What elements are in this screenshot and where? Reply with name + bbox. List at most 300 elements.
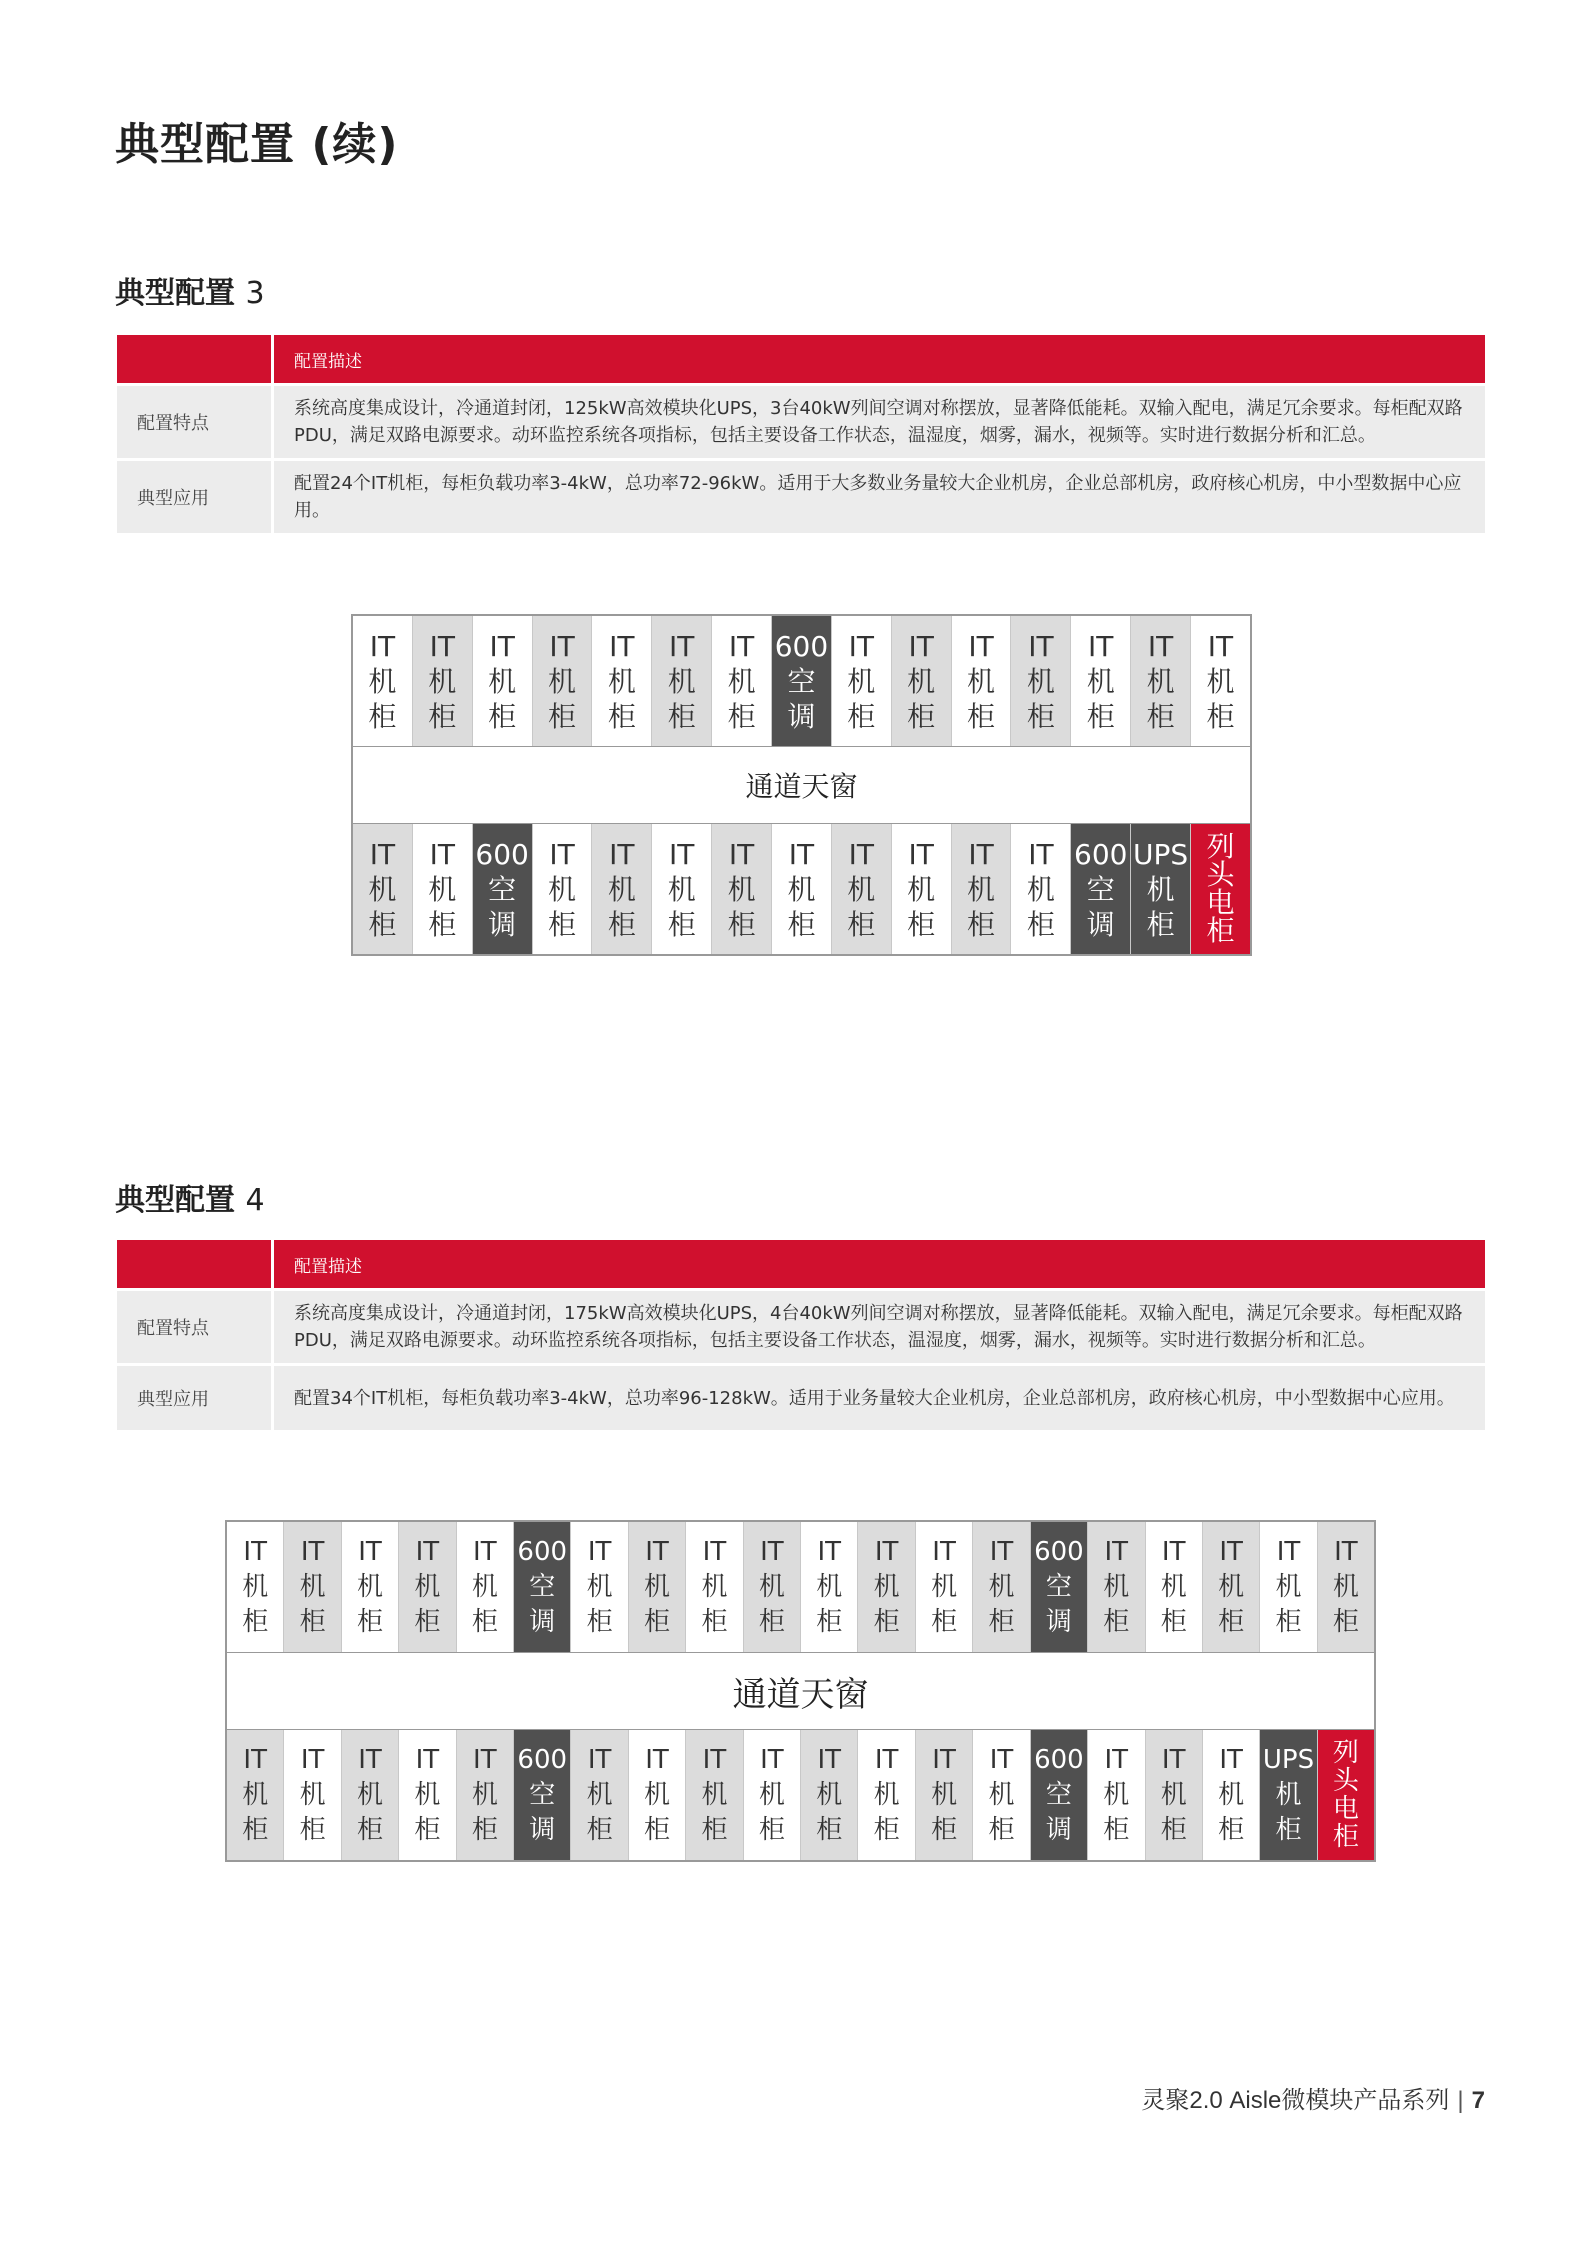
- rack-cell-label: 600: [1034, 1744, 1084, 1775]
- rack-cell: [457, 1730, 514, 1860]
- rack-cell-label: 机: [428, 872, 457, 906]
- rack-cell-label: 调: [529, 1814, 556, 1845]
- rack-cell-label: 柜: [667, 699, 696, 733]
- rack-cell-label: IT: [645, 1536, 669, 1567]
- rack-cell: [571, 1522, 628, 1652]
- rack-cell-label: 电: [1332, 1794, 1359, 1824]
- rack-cell: [1191, 616, 1250, 746]
- rack-cell-label: 柜: [357, 1814, 384, 1845]
- rack-cell-label: 机: [428, 664, 457, 698]
- rack-cell-label: 柜: [1160, 1606, 1187, 1637]
- rack-cell-label: 电: [1206, 886, 1235, 919]
- config3-application-row: [117, 458, 1485, 533]
- rack-cell: [629, 1522, 686, 1652]
- rack-cell-label: 柜: [667, 907, 696, 941]
- config3-bottom-row: [353, 824, 1250, 954]
- rack-cell-label: 机: [1026, 872, 1055, 906]
- rack-cell-label: 柜: [242, 1606, 269, 1637]
- rack-cell: [1191, 824, 1250, 954]
- config4-table-header: [117, 1240, 1485, 1288]
- config4-application-text: 配置34个IT机柜，每柜负载功率3-4kW，总功率96-128kW。适用于业务量较大企业机房，企业总部机房，政府核心机房，中小型数据中心应用。: [274, 1363, 1485, 1430]
- rack-cell-label: 柜: [644, 1606, 671, 1637]
- config3-features-label: 配置特点: [117, 383, 274, 458]
- config3-title: [115, 268, 265, 312]
- rack-cell-label: 柜: [1103, 1606, 1130, 1637]
- rack-cell-label: 柜: [988, 1814, 1015, 1845]
- config4-features-row: [117, 1288, 1485, 1363]
- rack-cell: [571, 1730, 628, 1860]
- rack-cell-label: 空: [529, 1571, 556, 1602]
- config3-features-row: [117, 383, 1485, 458]
- rack-cell: [1203, 1522, 1260, 1652]
- rack-cell: [353, 824, 413, 954]
- rack-cell-label: IT: [300, 1536, 325, 1567]
- rack-cell-label: 柜: [644, 1814, 671, 1845]
- config3-top-row: [353, 616, 1250, 746]
- rack-cell-label: 机: [1146, 664, 1175, 698]
- rack-cell-label: 柜: [414, 1606, 441, 1637]
- config3-features-text: 系统高度集成设计，冷通道封闭，125kW高效模块化UPS，3台40kW列间空调对称摆放，显著降低能耗。双输入配电，满足冗余要求。每柜配双路PDU，满足双路电源要求。动环监控系统各项指标，包括主要设备工作状态，温湿度，烟雾，漏水，视频等。实时进行数据分析和汇总。: [274, 383, 1485, 458]
- rack-cell-label: 柜: [488, 699, 517, 733]
- rack-cell-label: 机: [488, 664, 517, 698]
- rack-cell-label: IT: [549, 629, 575, 663]
- rack-cell-label: IT: [609, 837, 635, 871]
- rack-cell-label: 机: [667, 664, 696, 698]
- rack-cell: [832, 616, 892, 746]
- rack-cell-label: 机: [607, 664, 636, 698]
- rack-cell: [772, 616, 832, 746]
- rack-cell-label: 柜: [548, 907, 577, 941]
- rack-cell-label: 柜: [873, 1606, 900, 1637]
- rack-cell-label: 机: [1103, 1571, 1130, 1602]
- rack-cell-label: UPS: [1133, 837, 1189, 871]
- rack-cell-label: 柜: [816, 1814, 843, 1845]
- footer-product-name: 灵聚2.0 Aisle微模块产品系列: [1141, 2087, 1450, 2114]
- rack-cell: [284, 1730, 341, 1860]
- rack-cell-label: 柜: [471, 1814, 498, 1845]
- rack-cell-label: IT: [848, 629, 874, 663]
- rack-cell-label: IT: [968, 629, 994, 663]
- rack-cell-label: IT: [932, 1744, 956, 1775]
- rack-cell-label: 机: [586, 1571, 613, 1602]
- rack-cell-label: 机: [988, 1779, 1015, 1810]
- rack-cell-label: IT: [817, 1744, 842, 1775]
- config4-bottom-row: [227, 1730, 1374, 1860]
- rack-cell-label: 机: [816, 1571, 843, 1602]
- rack-cell-label: 机: [1160, 1571, 1187, 1602]
- page-title: 典型配置 (续): [115, 119, 399, 170]
- config4-title: [115, 1175, 265, 1219]
- rack-cell-label: 空: [529, 1779, 556, 1810]
- rack-cell-label: 600: [774, 629, 829, 663]
- rack-cell-label: IT: [1104, 1536, 1129, 1567]
- rack-cell: [952, 824, 1012, 954]
- rack-cell-label: IT: [1104, 1744, 1129, 1775]
- config3-header-blank: [117, 335, 274, 383]
- rack-cell-label: IT: [243, 1744, 267, 1775]
- rack-cell: [832, 824, 892, 954]
- rack-cell: [1011, 616, 1071, 746]
- rack-cell-label: 柜: [548, 699, 577, 733]
- rack-cell-label: 机: [1146, 872, 1175, 906]
- rack-cell-label: 机: [586, 1779, 613, 1810]
- rack-cell-label: 头: [1206, 858, 1235, 891]
- rack-cell: [712, 616, 772, 746]
- rack-cell-label: 机: [1160, 1779, 1187, 1810]
- rack-cell-label: 机: [357, 1779, 384, 1810]
- config3-layout: [351, 614, 1252, 956]
- rack-cell-label: 机: [1218, 1779, 1245, 1810]
- rack-cell-label: IT: [1219, 1536, 1243, 1567]
- rack-cell: [592, 616, 652, 746]
- rack-cell-label: 机: [548, 872, 577, 906]
- config4-application-row: [117, 1363, 1485, 1430]
- config3-desc-header: 配置描述: [274, 335, 1485, 383]
- rack-cell-label: 机: [873, 1779, 900, 1810]
- rack-cell-label: IT: [760, 1536, 784, 1567]
- rack-cell-label: IT: [908, 629, 934, 663]
- rack-cell-label: IT: [1207, 629, 1234, 663]
- rack-cell-label: IT: [669, 629, 695, 663]
- rack-cell: [772, 824, 832, 954]
- rack-cell-label: 柜: [1275, 1606, 1302, 1637]
- rack-cell: [533, 616, 593, 746]
- rack-cell-label: IT: [358, 1536, 382, 1567]
- rack-cell-label: IT: [1088, 629, 1114, 663]
- rack-cell-label: IT: [1161, 1744, 1186, 1775]
- rack-cell-label: 空: [1086, 872, 1115, 906]
- config4-application-label: 典型应用: [117, 1363, 274, 1430]
- rack-cell-label: 机: [988, 1571, 1015, 1602]
- rack-cell-label: 柜: [727, 699, 756, 733]
- page-footer: [1141, 2080, 1485, 2115]
- rack-cell-label: IT: [1147, 629, 1174, 663]
- rack-cell-label: IT: [369, 837, 396, 871]
- config3-aisle-skylight: 通道天窗: [353, 746, 1250, 824]
- rack-cell-label: IT: [587, 1744, 612, 1775]
- rack-cell-label: IT: [968, 837, 994, 871]
- rack-cell-label: 调: [1045, 1606, 1072, 1637]
- rack-cell-label: IT: [429, 629, 455, 663]
- rack-cell-label: 调: [1045, 1814, 1072, 1845]
- rack-cell-label: 柜: [1332, 1822, 1359, 1852]
- rack-cell-label: 机: [299, 1779, 326, 1810]
- rack-cell-label: IT: [848, 837, 874, 871]
- rack-cell: [916, 1730, 973, 1860]
- rack-cell-label: IT: [788, 837, 815, 871]
- rack-cell-label: 柜: [787, 907, 816, 941]
- rack-cell-label: 柜: [816, 1606, 843, 1637]
- config3-application-label: 典型应用: [117, 458, 274, 533]
- rack-cell-label: IT: [817, 1536, 842, 1567]
- config4-layout: [225, 1520, 1376, 1862]
- rack-cell-label: IT: [702, 1536, 727, 1567]
- rack-cell-label: IT: [369, 629, 396, 663]
- rack-cell-label: 机: [471, 1779, 498, 1810]
- rack-cell-label: 柜: [299, 1606, 326, 1637]
- rack-cell-label: 机: [701, 1779, 728, 1810]
- rack-cell: [353, 616, 413, 746]
- rack-cell: [473, 616, 533, 746]
- rack-cell: [399, 1522, 456, 1652]
- config4-desc-header: 配置描述: [274, 1240, 1485, 1288]
- rack-cell-label: IT: [415, 1536, 440, 1567]
- rack-cell-label: 柜: [1206, 914, 1235, 947]
- rack-cell-label: 柜: [931, 1814, 958, 1845]
- config4-aisle-skylight: 通道天窗: [227, 1652, 1374, 1730]
- rack-cell-label: 机: [299, 1571, 326, 1602]
- rack-cell-label: IT: [415, 1744, 440, 1775]
- rack-cell-label: 柜: [907, 907, 936, 941]
- rack-cell: [413, 616, 473, 746]
- rack-cell: [1318, 1730, 1374, 1860]
- rack-cell-label: 机: [414, 1779, 441, 1810]
- rack-cell-label: 柜: [1146, 907, 1175, 941]
- rack-cell-label: UPS: [1262, 1744, 1315, 1775]
- rack-cell: [892, 616, 952, 746]
- rack-cell-label: 柜: [873, 1814, 900, 1845]
- rack-cell-label: 机: [847, 664, 876, 698]
- rack-cell-label: 机: [1332, 1571, 1359, 1602]
- rack-cell-label: 头: [1332, 1766, 1359, 1796]
- rack-cell-label: 机: [931, 1779, 958, 1810]
- rack-cell-label: 机: [1086, 664, 1115, 698]
- rack-cell: [744, 1730, 801, 1860]
- rack-cell-label: 柜: [414, 1814, 441, 1845]
- footer-separator: |: [1457, 2087, 1464, 2114]
- rack-cell: [592, 824, 652, 954]
- config3-table-header: [117, 335, 1485, 383]
- rack-cell-label: IT: [908, 837, 934, 871]
- rack-cell-label: 柜: [299, 1814, 326, 1845]
- rack-cell: [801, 1730, 858, 1860]
- rack-cell-label: 柜: [967, 699, 996, 733]
- rack-cell-label: 柜: [727, 907, 756, 941]
- rack-cell-label: IT: [489, 629, 515, 663]
- rack-cell-label: 机: [967, 664, 996, 698]
- rack-cell-label: 列: [1206, 830, 1235, 863]
- rack-cell: [1011, 824, 1071, 954]
- rack-cell: [652, 616, 712, 746]
- rack-cell-label: 柜: [1026, 907, 1055, 941]
- rack-cell-label: 机: [548, 664, 577, 698]
- rack-cell: [858, 1522, 915, 1652]
- rack-cell-label: 柜: [471, 1606, 498, 1637]
- rack-cell: [514, 1730, 571, 1860]
- config4-header-blank: [117, 1240, 274, 1288]
- rack-cell: [686, 1522, 743, 1652]
- rack-cell-label: IT: [1161, 1536, 1186, 1567]
- rack-cell-label: 空: [787, 664, 816, 698]
- rack-cell-label: 机: [1206, 664, 1235, 698]
- rack-cell-label: IT: [300, 1744, 325, 1775]
- rack-cell-label: IT: [1276, 1536, 1301, 1567]
- rack-cell: [1260, 1730, 1317, 1860]
- rack-cell-label: 柜: [847, 699, 876, 733]
- rack-cell-label: 机: [1026, 664, 1055, 698]
- config4-number: 4: [245, 1183, 265, 1218]
- rack-cell: [533, 824, 593, 954]
- rack-cell: [342, 1730, 399, 1860]
- rack-cell-label: 柜: [701, 1606, 728, 1637]
- rack-cell-label: 机: [667, 872, 696, 906]
- rack-cell-label: 柜: [758, 1814, 785, 1845]
- rack-cell-label: IT: [473, 1536, 497, 1567]
- rack-cell-label: 柜: [967, 907, 996, 941]
- rack-cell-label: 调: [787, 699, 816, 733]
- rack-cell-label: IT: [874, 1744, 899, 1775]
- rack-cell-label: 机: [787, 872, 816, 906]
- rack-cell: [1131, 824, 1191, 954]
- rack-cell: [514, 1522, 571, 1652]
- config4-top-row: [227, 1522, 1374, 1652]
- config3-title-text: 典型配置: [115, 276, 235, 311]
- rack-cell-label: 柜: [1206, 699, 1235, 733]
- rack-cell-label: IT: [243, 1536, 267, 1567]
- config4-title-text: 典型配置: [115, 1183, 235, 1218]
- rack-cell-label: 机: [701, 1571, 728, 1602]
- rack-cell-label: IT: [645, 1744, 669, 1775]
- rack-cell: [858, 1730, 915, 1860]
- rack-cell: [1071, 824, 1131, 954]
- rack-cell: [1146, 1730, 1203, 1860]
- rack-cell-label: IT: [358, 1744, 382, 1775]
- rack-cell-label: 空: [1045, 1779, 1072, 1810]
- rack-cell: [342, 1522, 399, 1652]
- rack-cell-label: 柜: [1275, 1814, 1302, 1845]
- rack-cell: [652, 824, 712, 954]
- config3-application-text: 配置24个IT机柜，每柜负载功率3-4kW，总功率72-96kW。适用于大多数业务量较大企业机房，企业总部机房，政府核心机房，中小型数据中心应用。: [274, 458, 1485, 533]
- rack-cell: [227, 1730, 284, 1860]
- rack-cell: [801, 1522, 858, 1652]
- rack-cell-label: IT: [587, 1536, 612, 1567]
- rack-cell-label: 柜: [907, 699, 936, 733]
- rack-cell-label: 机: [368, 872, 397, 906]
- rack-cell-label: 柜: [607, 907, 636, 941]
- rack-cell-label: 柜: [847, 907, 876, 941]
- rack-cell: [457, 1522, 514, 1652]
- rack-cell-label: 柜: [1218, 1606, 1245, 1637]
- rack-cell-label: 柜: [1218, 1814, 1245, 1845]
- rack-cell: [1260, 1522, 1317, 1652]
- rack-cell-label: 机: [1103, 1779, 1130, 1810]
- rack-cell-label: IT: [728, 837, 755, 871]
- rack-cell-label: 机: [967, 872, 996, 906]
- page-number: 7: [1471, 2087, 1485, 2114]
- rack-cell-label: IT: [1219, 1744, 1243, 1775]
- rack-cell-label: 柜: [242, 1814, 269, 1845]
- config4-features-text: 系统高度集成设计，冷通道封闭，175kW高效模块化UPS，4台40kW列间空调对称摆放，显著降低能耗。双输入配电，满足冗余要求。每柜配双路PDU，满足双路电源要求。动环监控系统各项指标，包括主要设备工作状态，温湿度，烟雾，漏水，视频等。实时进行数据分析和汇总。: [274, 1288, 1485, 1363]
- rack-cell-label: 柜: [428, 699, 457, 733]
- rack-cell-label: 机: [368, 664, 397, 698]
- rack-cell-label: 机: [644, 1571, 671, 1602]
- rack-cell-label: 柜: [1332, 1606, 1359, 1637]
- rack-cell-label: 空: [1045, 1571, 1072, 1602]
- rack-cell-label: 机: [931, 1571, 958, 1602]
- rack-cell-label: 柜: [931, 1606, 958, 1637]
- rack-cell-label: 柜: [988, 1606, 1015, 1637]
- rack-cell: [227, 1522, 284, 1652]
- rack-cell-label: IT: [989, 1536, 1014, 1567]
- rack-cell-label: 机: [471, 1571, 498, 1602]
- config4-table: [117, 1240, 1485, 1430]
- rack-cell-label: 600: [517, 1744, 568, 1775]
- rack-cell-label: 柜: [607, 699, 636, 733]
- rack-cell-label: 机: [357, 1571, 384, 1602]
- rack-cell-label: 600: [517, 1536, 568, 1567]
- rack-cell-label: 柜: [1146, 699, 1175, 733]
- rack-cell-label: IT: [429, 837, 455, 871]
- rack-cell-label: 机: [727, 664, 756, 698]
- rack-cell-label: 柜: [1103, 1814, 1130, 1845]
- rack-cell-label: 机: [873, 1571, 900, 1602]
- rack-cell-label: 机: [242, 1571, 269, 1602]
- rack-cell-label: 柜: [1026, 699, 1055, 733]
- rack-cell-label: 柜: [368, 907, 397, 941]
- rack-cell-label: 机: [1275, 1571, 1302, 1602]
- rack-cell-label: IT: [473, 1744, 497, 1775]
- rack-cell: [952, 616, 1012, 746]
- rack-cell-label: 柜: [701, 1814, 728, 1845]
- rack-cell: [1318, 1522, 1374, 1652]
- rack-cell-label: 机: [1218, 1571, 1245, 1602]
- rack-cell-label: 机: [907, 872, 936, 906]
- rack-cell: [399, 1730, 456, 1860]
- rack-cell-label: IT: [760, 1744, 784, 1775]
- rack-cell-label: IT: [1028, 837, 1054, 871]
- rack-cell: [916, 1522, 973, 1652]
- rack-cell: [1203, 1730, 1260, 1860]
- rack-cell-label: 机: [607, 872, 636, 906]
- rack-cell-label: 机: [816, 1779, 843, 1810]
- rack-cell: [973, 1730, 1030, 1860]
- rack-cell-label: 柜: [758, 1606, 785, 1637]
- rack-cell-label: 柜: [1086, 699, 1115, 733]
- rack-cell-label: IT: [669, 837, 695, 871]
- rack-cell-label: IT: [1028, 629, 1054, 663]
- rack-cell-label: IT: [609, 629, 635, 663]
- rack-cell: [744, 1522, 801, 1652]
- rack-cell: [712, 824, 772, 954]
- rack-cell-label: 机: [758, 1571, 785, 1602]
- rack-cell-label: IT: [989, 1744, 1014, 1775]
- rack-cell-label: 600: [1074, 837, 1128, 871]
- rack-cell: [892, 824, 952, 954]
- rack-cell-label: IT: [549, 837, 575, 871]
- rack-cell-label: IT: [874, 1536, 899, 1567]
- rack-cell-label: IT: [702, 1744, 727, 1775]
- rack-cell-label: 机: [242, 1779, 269, 1810]
- rack-cell: [629, 1730, 686, 1860]
- rack-cell: [1031, 1522, 1088, 1652]
- rack-cell-label: 机: [758, 1779, 785, 1810]
- rack-cell: [1146, 1522, 1203, 1652]
- rack-cell: [973, 1522, 1030, 1652]
- rack-cell-label: 柜: [428, 907, 457, 941]
- rack-cell-label: 机: [1275, 1779, 1302, 1810]
- rack-cell-label: IT: [1334, 1536, 1358, 1567]
- rack-cell-label: 柜: [1160, 1814, 1187, 1845]
- rack-cell: [1071, 616, 1131, 746]
- rack-cell-label: 柜: [586, 1606, 613, 1637]
- rack-cell-label: 调: [1086, 907, 1115, 941]
- rack-cell-label: 柜: [357, 1606, 384, 1637]
- rack-cell-label: 调: [488, 907, 517, 941]
- rack-cell-label: 机: [907, 664, 936, 698]
- rack-cell-label: 调: [529, 1606, 556, 1637]
- rack-cell-label: 机: [727, 872, 756, 906]
- rack-cell: [1088, 1522, 1145, 1652]
